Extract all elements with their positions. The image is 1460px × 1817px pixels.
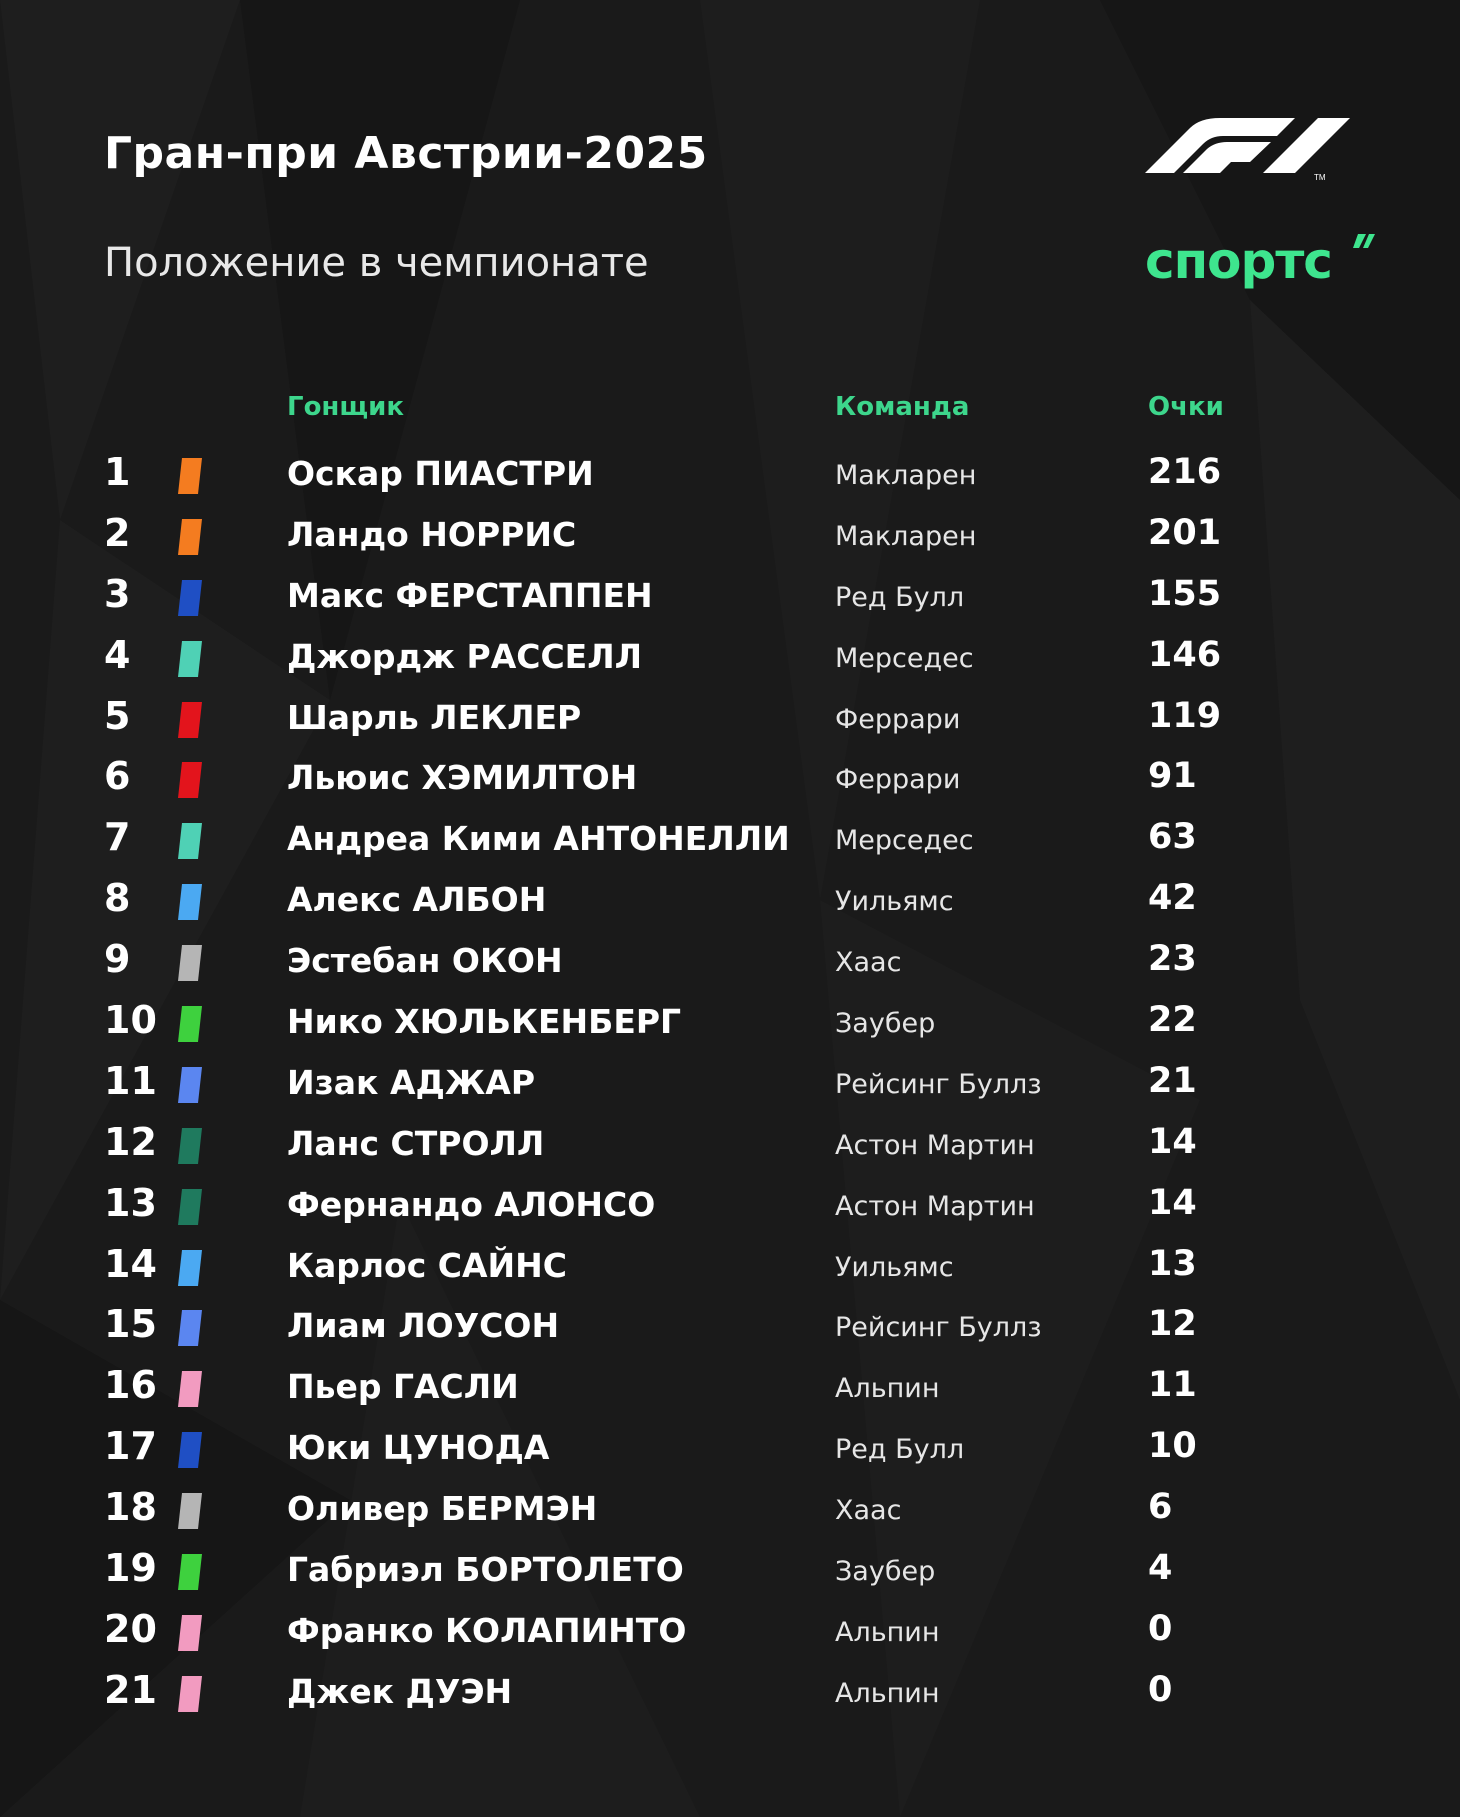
table-row — [0, 1057, 1460, 1118]
position: 2 — [104, 510, 131, 555]
points-value: 14 — [1148, 1121, 1197, 1162]
team-color-mark — [178, 639, 208, 679]
team-name: Альпин — [835, 1616, 940, 1648]
team-color-mark — [178, 1065, 208, 1105]
table-row — [0, 1300, 1460, 1361]
team-name: Альпин — [835, 1677, 940, 1709]
table-row — [0, 1240, 1460, 1301]
team-color-mark — [178, 578, 208, 618]
driver-name: Ланс СТРОЛЛ — [287, 1123, 545, 1163]
driver-name: Ландо НОРРИС — [287, 514, 577, 554]
table-row — [0, 631, 1460, 692]
position: 20 — [104, 1606, 157, 1651]
points-value: 63 — [1148, 817, 1197, 858]
position: 3 — [104, 571, 131, 616]
team-name: Макларен — [835, 520, 977, 552]
team-name: Макларен — [835, 460, 977, 491]
team-color-mark — [178, 1308, 208, 1348]
team-name: Рейсинг Буллз — [835, 1068, 1042, 1100]
table-row — [0, 874, 1460, 935]
team-color-mark — [178, 1430, 208, 1470]
points-value: 0 — [1148, 1669, 1173, 1710]
driver-name: Джек ДУЭН — [287, 1671, 513, 1711]
driver-name: Андреа Кими АНТОНЕЛЛИ — [287, 819, 790, 859]
team-color-mark — [178, 700, 208, 740]
table-row — [0, 996, 1460, 1057]
team-name: Хаас — [835, 947, 902, 979]
svg-text:TM: TM — [1314, 173, 1326, 180]
driver-name: Изак АДЖАР — [287, 1062, 535, 1102]
table-row — [0, 1179, 1460, 1240]
page-title: Гран-при Австрии-2025 — [104, 128, 708, 179]
position: 11 — [104, 1058, 157, 1103]
team-color-mark — [178, 1674, 208, 1714]
points-value: 10 — [1148, 1426, 1197, 1467]
driver-name: Льюис ХЭМИЛТОН — [287, 758, 638, 798]
team-name: Феррари — [835, 764, 961, 796]
svg-text:спортс: спортс — [1145, 232, 1332, 290]
points-value: 146 — [1148, 634, 1222, 675]
team-color-mark — [178, 1187, 208, 1227]
points-value: 201 — [1148, 512, 1222, 553]
team-color-mark — [178, 1613, 208, 1653]
points-value: 155 — [1148, 573, 1222, 614]
table-row — [0, 752, 1460, 813]
points-value: 6 — [1148, 1487, 1173, 1528]
table-row — [0, 1483, 1460, 1544]
table-row — [0, 1422, 1460, 1483]
position: 4 — [104, 632, 131, 677]
position: 7 — [104, 815, 131, 860]
team-name: Хаас — [835, 1495, 902, 1527]
team-name: Мерседес — [835, 825, 974, 857]
page-subtitle: Положение в чемпионате — [104, 240, 649, 286]
team-name: Заубер — [835, 1556, 936, 1588]
driver-name: Пьер ГАСЛИ — [287, 1367, 519, 1407]
team-color-mark — [178, 760, 208, 800]
team-name: Астон Мартин — [835, 1190, 1035, 1222]
team-name: Заубер — [835, 1008, 936, 1040]
table-row — [0, 509, 1460, 570]
column-header-driver: Гонщик — [287, 392, 404, 422]
column-header-points: Очки — [1148, 392, 1224, 422]
f1-logo — [1145, 118, 1360, 180]
driver-name: Нико ХЮЛЬКЕНБЕРГ — [287, 1002, 682, 1042]
driver-name: Франко КОЛАПИНТО — [287, 1610, 687, 1650]
table-row — [0, 1361, 1460, 1422]
driver-name: Габриэл БОРТОЛЕТО — [287, 1550, 684, 1590]
column-header-team: Команда — [835, 392, 970, 422]
position: 9 — [104, 937, 131, 982]
team-name: Уильямс — [835, 886, 954, 918]
position: 14 — [104, 1241, 157, 1286]
team-color-mark — [178, 517, 208, 557]
position: 17 — [104, 1424, 157, 1469]
table-row — [0, 1605, 1460, 1666]
points-value: 21 — [1148, 1060, 1197, 1101]
points-value: 23 — [1148, 939, 1197, 980]
table-row — [0, 1544, 1460, 1605]
points-value: 119 — [1148, 695, 1222, 736]
driver-name: Эстебан ОКОН — [287, 941, 563, 981]
position: 10 — [104, 998, 157, 1043]
table-row — [0, 448, 1460, 509]
points-value: 42 — [1148, 878, 1197, 919]
points-value: 216 — [1148, 452, 1222, 492]
team-color-mark — [178, 882, 208, 922]
team-name: Ред Булл — [835, 1434, 965, 1466]
points-value: 14 — [1148, 1182, 1197, 1223]
driver-name: Лиам ЛОУСОН — [287, 1306, 560, 1346]
points-value: 4 — [1148, 1548, 1173, 1589]
team-name: Рейсинг Буллз — [835, 1312, 1042, 1344]
team-color-mark — [178, 456, 208, 496]
driver-name: Оскар ПИАСТРИ — [287, 454, 594, 493]
position: 8 — [104, 876, 131, 921]
standings-table — [0, 448, 1460, 1727]
team-name: Уильямс — [835, 1251, 954, 1283]
position: 18 — [104, 1485, 157, 1530]
table-row — [0, 813, 1460, 874]
position: 6 — [104, 754, 131, 799]
driver-name: Алекс АЛБОН — [287, 880, 547, 920]
position: 12 — [104, 1119, 157, 1164]
position: 5 — [104, 693, 131, 738]
position: 16 — [104, 1363, 157, 1408]
driver-name: Оливер БЕРМЭН — [287, 1489, 598, 1529]
team-name: Альпин — [835, 1373, 940, 1405]
sports-logo — [1145, 226, 1375, 296]
team-color-mark — [178, 1126, 208, 1166]
team-color-mark — [178, 1491, 208, 1531]
table-row — [0, 692, 1460, 753]
position: 19 — [104, 1546, 157, 1591]
driver-name: Юки ЦУНОДА — [287, 1428, 550, 1468]
points-value: 13 — [1148, 1243, 1197, 1284]
table-row — [0, 570, 1460, 631]
driver-name: Шарль ЛЕКЛЕР — [287, 697, 582, 737]
driver-name: Макс ФЕРСТАППЕН — [287, 575, 653, 615]
position: 15 — [104, 1302, 157, 1347]
team-name: Феррари — [835, 703, 961, 735]
team-color-mark — [178, 1369, 208, 1409]
table-row — [0, 935, 1460, 996]
team-color-mark — [178, 1552, 208, 1592]
team-color-mark — [178, 821, 208, 861]
points-value: 12 — [1148, 1304, 1197, 1345]
table-row — [0, 1666, 1460, 1727]
team-color-mark — [178, 1004, 208, 1044]
position: 1 — [104, 450, 131, 494]
team-name: Мерседес — [835, 642, 974, 674]
team-color-mark — [178, 1248, 208, 1288]
driver-name: Джордж РАССЕЛЛ — [287, 636, 643, 676]
team-name: Астон Мартин — [835, 1129, 1035, 1161]
table-row — [0, 1118, 1460, 1179]
team-color-mark — [178, 943, 208, 983]
points-value: 22 — [1148, 1000, 1197, 1041]
driver-name: Карлос САЙНС — [287, 1245, 567, 1285]
position: 13 — [104, 1180, 157, 1225]
driver-name: Фернандо АЛОНСО — [287, 1184, 656, 1224]
points-value: 0 — [1148, 1608, 1173, 1649]
position: 21 — [104, 1667, 157, 1712]
points-value: 11 — [1148, 1365, 1197, 1406]
points-value: 91 — [1148, 756, 1197, 797]
team-name: Ред Булл — [835, 581, 965, 613]
